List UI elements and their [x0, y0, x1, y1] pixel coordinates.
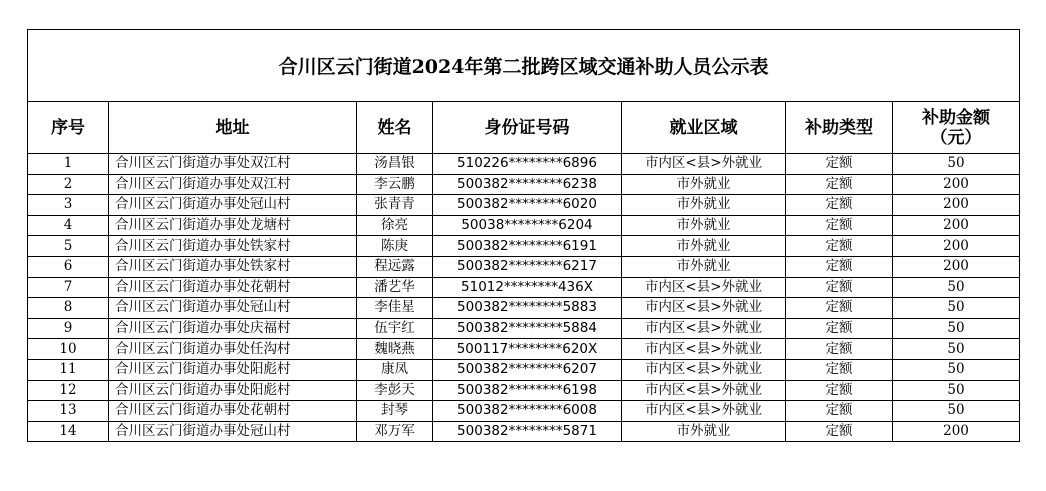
- table-row: [28, 359, 1020, 380]
- header-index: 序号: [28, 102, 109, 154]
- cell-employment-area: 市外就业: [622, 421, 786, 442]
- header-amount: [893, 102, 1020, 154]
- cell-id-number: 500382********5871: [433, 421, 622, 442]
- cell-index: 4: [28, 215, 109, 236]
- cell-subsidy-type: 定额: [786, 318, 893, 339]
- cell-amount: 50: [893, 401, 1020, 422]
- cell-id-number: 500382********6008: [433, 401, 622, 422]
- cell-name: 封琴: [357, 401, 433, 422]
- cell-amount: 200: [893, 215, 1020, 236]
- cell-address: 合川区云门街道办事处阳彪村: [109, 380, 357, 401]
- cell-address: 合川区云门街道办事处庆福村: [109, 318, 357, 339]
- cell-id-number: 500382********6207: [433, 359, 622, 380]
- cell-id-number: 500382********6198: [433, 380, 622, 401]
- cell-id-number: 500382********6217: [433, 256, 622, 277]
- cell-employment-area: 市内区<县>外就业: [622, 298, 786, 319]
- table-row: [28, 174, 1020, 195]
- cell-index: 8: [28, 298, 109, 319]
- cell-employment-area: 市内区<县>外就业: [622, 154, 786, 175]
- cell-employment-area: 市外就业: [622, 215, 786, 236]
- cell-employment-area: 市内区<县>外就业: [622, 359, 786, 380]
- cell-subsidy-type: 定额: [786, 339, 893, 360]
- table-row: [28, 339, 1020, 360]
- table-row: [28, 401, 1020, 422]
- cell-subsidy-type: 定额: [786, 421, 893, 442]
- cell-address: 合川区云门街道办事处双江村: [109, 154, 357, 175]
- cell-name: 汤昌银: [357, 154, 433, 175]
- cell-id-number: 51012********436X: [433, 277, 622, 298]
- cell-subsidy-type: 定额: [786, 380, 893, 401]
- table-row: [28, 195, 1020, 216]
- cell-amount: 200: [893, 421, 1020, 442]
- cell-subsidy-type: 定额: [786, 174, 893, 195]
- cell-name: 徐亮: [357, 215, 433, 236]
- header-subsidy-type: 补助类型: [786, 102, 893, 154]
- header-employment-area: 就业区域: [622, 102, 786, 154]
- cell-id-number: 500382********5883: [433, 298, 622, 319]
- table-row: [28, 154, 1020, 175]
- cell-name: 伍宇红: [357, 318, 433, 339]
- subsidy-table: [27, 29, 1020, 442]
- cell-index: 14: [28, 421, 109, 442]
- table-row: [28, 298, 1020, 319]
- cell-subsidy-type: 定额: [786, 195, 893, 216]
- cell-index: 11: [28, 359, 109, 380]
- cell-address: 合川区云门街道办事处冠山村: [109, 298, 357, 319]
- cell-id-number: 500382********6191: [433, 236, 622, 257]
- cell-employment-area: 市内区<县>外就业: [622, 401, 786, 422]
- header-address: 地址: [109, 102, 357, 154]
- cell-index: 2: [28, 174, 109, 195]
- cell-name: 李彭天: [357, 380, 433, 401]
- cell-address: 合川区云门街道办事处阳彪村: [109, 359, 357, 380]
- cell-amount: 200: [893, 174, 1020, 195]
- cell-amount: 50: [893, 318, 1020, 339]
- table-row: [28, 421, 1020, 442]
- cell-employment-area: 市外就业: [622, 174, 786, 195]
- cell-index: 12: [28, 380, 109, 401]
- cell-subsidy-type: 定额: [786, 236, 893, 257]
- cell-name: 潘艺华: [357, 277, 433, 298]
- cell-address: 合川区云门街道办事处铁家村: [109, 256, 357, 277]
- cell-index: 6: [28, 256, 109, 277]
- cell-name: 邓万军: [357, 421, 433, 442]
- header-name: 姓名: [357, 102, 433, 154]
- table-row: [28, 236, 1020, 257]
- table-row: [28, 380, 1020, 401]
- cell-address: 合川区云门街道办事处铁家村: [109, 236, 357, 257]
- cell-id-number: 500382********5884: [433, 318, 622, 339]
- header-id-number: 身份证号码: [433, 102, 622, 154]
- title-row: [28, 30, 1020, 102]
- cell-index: 3: [28, 195, 109, 216]
- cell-amount: 50: [893, 339, 1020, 360]
- cell-name: 康凤: [357, 359, 433, 380]
- cell-amount: 50: [893, 359, 1020, 380]
- cell-subsidy-type: 定额: [786, 277, 893, 298]
- cell-subsidy-type: 定额: [786, 256, 893, 277]
- table-row: [28, 256, 1020, 277]
- header-amount-unit: （元）: [930, 127, 982, 148]
- cell-subsidy-type: 定额: [786, 298, 893, 319]
- cell-name: 李云鹏: [357, 174, 433, 195]
- cell-id-number: 500382********6020: [433, 195, 622, 216]
- cell-amount: 200: [893, 195, 1020, 216]
- cell-employment-area: 市外就业: [622, 256, 786, 277]
- cell-id-number: 50038********6204: [433, 215, 622, 236]
- cell-address: 合川区云门街道办事处冠山村: [109, 421, 357, 442]
- cell-index: 5: [28, 236, 109, 257]
- cell-index: 9: [28, 318, 109, 339]
- cell-address: 合川区云门街道办事处花朝村: [109, 401, 357, 422]
- cell-id-number: 500382********6238: [433, 174, 622, 195]
- cell-name: 程远露: [357, 256, 433, 277]
- cell-address: 合川区云门街道办事处龙塘村: [109, 215, 357, 236]
- header-amount-label: 补助金额: [922, 107, 990, 128]
- cell-index: 7: [28, 277, 109, 298]
- table-body: [28, 154, 1020, 442]
- subsidy-notice-sheet: [27, 29, 1019, 442]
- cell-name: 张青青: [357, 195, 433, 216]
- cell-amount: 50: [893, 277, 1020, 298]
- cell-amount: 200: [893, 256, 1020, 277]
- cell-address: 合川区云门街道办事处花朝村: [109, 277, 357, 298]
- cell-employment-area: 市内区<县>外就业: [622, 380, 786, 401]
- cell-subsidy-type: 定额: [786, 359, 893, 380]
- cell-employment-area: 市外就业: [622, 195, 786, 216]
- cell-employment-area: 市内区<县>外就业: [622, 339, 786, 360]
- cell-index: 13: [28, 401, 109, 422]
- table-row: [28, 215, 1020, 236]
- cell-amount: 200: [893, 236, 1020, 257]
- cell-employment-area: 市内区<县>外就业: [622, 318, 786, 339]
- cell-subsidy-type: 定额: [786, 154, 893, 175]
- cell-name: 李佳星: [357, 298, 433, 319]
- table-title: 合川区云门街道2024年第二批跨区域交通补助人员公示表: [28, 30, 1020, 102]
- table-row: [28, 318, 1020, 339]
- cell-address: 合川区云门街道办事处冠山村: [109, 195, 357, 216]
- cell-index: 10: [28, 339, 109, 360]
- cell-amount: 50: [893, 154, 1020, 175]
- cell-id-number: 510226********6896: [433, 154, 622, 175]
- cell-employment-area: 市内区<县>外就业: [622, 277, 786, 298]
- cell-name: 陈庚: [357, 236, 433, 257]
- cell-address: 合川区云门街道办事处任沟村: [109, 339, 357, 360]
- cell-subsidy-type: 定额: [786, 215, 893, 236]
- cell-amount: 50: [893, 380, 1020, 401]
- cell-amount: 50: [893, 298, 1020, 319]
- header-row: [28, 102, 1020, 154]
- cell-index: 1: [28, 154, 109, 175]
- table-row: [28, 277, 1020, 298]
- cell-address: 合川区云门街道办事处双江村: [109, 174, 357, 195]
- cell-employment-area: 市外就业: [622, 236, 786, 257]
- cell-subsidy-type: 定额: [786, 401, 893, 422]
- cell-name: 魏晓燕: [357, 339, 433, 360]
- cell-id-number: 500117********620X: [433, 339, 622, 360]
